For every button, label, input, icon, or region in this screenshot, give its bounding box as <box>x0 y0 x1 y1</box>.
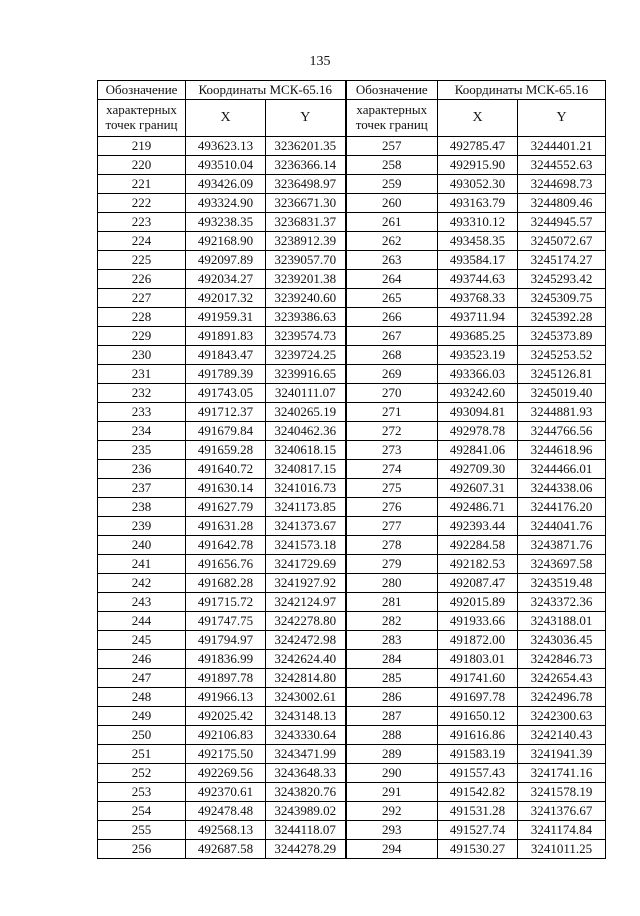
x-value-right: 493458.35 <box>438 232 518 251</box>
x-value-left: 491659.28 <box>186 441 266 460</box>
table-row <box>98 802 606 821</box>
table-row <box>98 555 606 574</box>
point-id-right: 293 <box>346 821 438 840</box>
x-value-left: 491682.28 <box>186 574 266 593</box>
point-id-right: 272 <box>346 422 438 441</box>
x-value-right: 491650.12 <box>438 707 518 726</box>
x-value-right: 492015.89 <box>438 593 518 612</box>
x-value-left: 492478.48 <box>186 802 266 821</box>
table-row <box>98 251 606 270</box>
x-value-right: 492709.30 <box>438 460 518 479</box>
point-id-right: 281 <box>346 593 438 612</box>
point-id-right: 279 <box>346 555 438 574</box>
x-header-left: X <box>186 100 266 137</box>
point-id-right: 276 <box>346 498 438 517</box>
point-id-left: 227 <box>98 289 186 308</box>
y-value-right: 3242300.63 <box>518 707 606 726</box>
x-value-left: 491747.75 <box>186 612 266 631</box>
point-id-left: 253 <box>98 783 186 802</box>
y-value-left: 3236201.35 <box>266 137 346 156</box>
designation-line-2: характерных <box>356 102 428 117</box>
y-value-left: 3238912.39 <box>266 232 346 251</box>
point-id-left: 244 <box>98 612 186 631</box>
y-value-right: 3241376.67 <box>518 802 606 821</box>
x-value-left: 493426.09 <box>186 175 266 194</box>
y-value-left: 3241016.73 <box>266 479 346 498</box>
x-value-left: 491631.28 <box>186 517 266 536</box>
point-id-right: 289 <box>346 745 438 764</box>
y-value-right: 3243372.36 <box>518 593 606 612</box>
y-value-right: 3244552.63 <box>518 156 606 175</box>
x-value-right: 491557.43 <box>438 764 518 783</box>
y-value-left: 3244278.29 <box>266 840 346 859</box>
y-value-right: 3244338.06 <box>518 479 606 498</box>
y-value-right: 3244945.57 <box>518 213 606 232</box>
x-value-right: 493711.94 <box>438 308 518 327</box>
x-value-left: 491843.47 <box>186 346 266 365</box>
y-value-left: 3243820.76 <box>266 783 346 802</box>
y-value-right: 3244466.01 <box>518 460 606 479</box>
x-value-left: 492097.89 <box>186 251 266 270</box>
point-id-left: 246 <box>98 650 186 669</box>
point-id-left: 238 <box>98 498 186 517</box>
y-value-left: 3243148.13 <box>266 707 346 726</box>
point-id-right: 263 <box>346 251 438 270</box>
x-value-left: 492106.83 <box>186 726 266 745</box>
table-row <box>98 726 606 745</box>
point-id-right: 265 <box>346 289 438 308</box>
x-value-left: 491627.79 <box>186 498 266 517</box>
point-id-right: 275 <box>346 479 438 498</box>
point-id-left: 237 <box>98 479 186 498</box>
x-value-left: 491656.76 <box>186 555 266 574</box>
y-value-right: 3242846.73 <box>518 650 606 669</box>
y-value-left: 3240462.36 <box>266 422 346 441</box>
page-number: 135 <box>309 54 331 69</box>
x-value-left: 491679.84 <box>186 422 266 441</box>
y-value-right: 3243871.76 <box>518 536 606 555</box>
y-value-right: 3244698.73 <box>518 175 606 194</box>
point-id-right: 258 <box>346 156 438 175</box>
point-id-left: 241 <box>98 555 186 574</box>
point-id-right: 262 <box>346 232 438 251</box>
table-row <box>98 688 606 707</box>
table-row <box>98 422 606 441</box>
table-row <box>98 460 606 479</box>
table-row <box>98 308 606 327</box>
x-value-left: 491630.14 <box>186 479 266 498</box>
y-value-left: 3241729.69 <box>266 555 346 574</box>
table-row <box>98 631 606 650</box>
y-value-left: 3239574.73 <box>266 327 346 346</box>
x-value-left: 493324.90 <box>186 194 266 213</box>
y-value-right: 3245392.28 <box>518 308 606 327</box>
y-value-right: 3245373.89 <box>518 327 606 346</box>
x-value-left: 491966.13 <box>186 688 266 707</box>
point-id-left: 256 <box>98 840 186 859</box>
y-value-left: 3241373.67 <box>266 517 346 536</box>
point-id-left: 247 <box>98 669 186 688</box>
table-row <box>98 289 606 308</box>
table-row <box>98 650 606 669</box>
y-value-left: 3242624.40 <box>266 650 346 669</box>
point-id-left: 243 <box>98 593 186 612</box>
y-value-right: 3245126.81 <box>518 365 606 384</box>
x-value-right: 491803.01 <box>438 650 518 669</box>
x-value-left: 492687.58 <box>186 840 266 859</box>
x-value-left: 492168.90 <box>186 232 266 251</box>
point-id-left: 230 <box>98 346 186 365</box>
coords-title-left: Координаты МСК-65.16 <box>186 81 346 100</box>
point-id-right: 285 <box>346 669 438 688</box>
x-header-right: X <box>438 100 518 137</box>
x-value-right: 492915.90 <box>438 156 518 175</box>
y-value-left: 3242124.97 <box>266 593 346 612</box>
point-id-left: 252 <box>98 764 186 783</box>
x-value-left: 491891.83 <box>186 327 266 346</box>
x-value-right: 492785.47 <box>438 137 518 156</box>
y-value-left: 3243989.02 <box>266 802 346 821</box>
point-id-left: 232 <box>98 384 186 403</box>
designation-header-left <box>98 100 186 137</box>
x-value-left: 493623.13 <box>186 137 266 156</box>
y-value-right: 3244401.21 <box>518 137 606 156</box>
point-id-left: 228 <box>98 308 186 327</box>
x-value-right: 492978.78 <box>438 422 518 441</box>
table-row <box>98 840 606 859</box>
y-value-left: 3239916.65 <box>266 365 346 384</box>
y-value-right: 3243036.45 <box>518 631 606 650</box>
x-value-right: 491616.86 <box>438 726 518 745</box>
y-value-left: 3236831.37 <box>266 213 346 232</box>
y-value-left: 3241173.85 <box>266 498 346 517</box>
x-value-left: 491789.39 <box>186 365 266 384</box>
table-row <box>98 346 606 365</box>
point-id-left: 221 <box>98 175 186 194</box>
table-row <box>98 213 606 232</box>
y-value-right: 3245019.40 <box>518 384 606 403</box>
y-value-left: 3240618.15 <box>266 441 346 460</box>
table-row <box>98 821 606 840</box>
y-value-right: 3241741.16 <box>518 764 606 783</box>
designation-line-3: точек границ <box>105 117 178 132</box>
y-value-right: 3241174.84 <box>518 821 606 840</box>
point-id-right: 259 <box>346 175 438 194</box>
point-id-left: 229 <box>98 327 186 346</box>
point-id-right: 294 <box>346 840 438 859</box>
x-value-left: 492269.56 <box>186 764 266 783</box>
point-id-right: 278 <box>346 536 438 555</box>
point-id-right: 287 <box>346 707 438 726</box>
table-row <box>98 479 606 498</box>
x-value-left: 492370.61 <box>186 783 266 802</box>
y-value-right: 3242654.43 <box>518 669 606 688</box>
x-value-right: 491697.78 <box>438 688 518 707</box>
table-row <box>98 384 606 403</box>
x-value-right: 491530.27 <box>438 840 518 859</box>
point-id-right: 264 <box>346 270 438 289</box>
x-value-left: 492175.50 <box>186 745 266 764</box>
point-id-left: 251 <box>98 745 186 764</box>
point-id-left: 231 <box>98 365 186 384</box>
y-value-left: 3241927.92 <box>266 574 346 593</box>
point-id-right: 283 <box>346 631 438 650</box>
x-value-left: 493238.35 <box>186 213 266 232</box>
y-value-right: 3244766.56 <box>518 422 606 441</box>
table-row <box>98 707 606 726</box>
x-value-right: 491741.60 <box>438 669 518 688</box>
point-id-left: 226 <box>98 270 186 289</box>
x-value-right: 493584.17 <box>438 251 518 270</box>
point-id-right: 292 <box>346 802 438 821</box>
x-value-left: 491743.05 <box>186 384 266 403</box>
y-header-left: Y <box>266 100 346 137</box>
y-value-left: 3242472.98 <box>266 631 346 650</box>
point-id-left: 250 <box>98 726 186 745</box>
point-id-right: 267 <box>346 327 438 346</box>
y-value-left: 3239240.60 <box>266 289 346 308</box>
point-id-left: 254 <box>98 802 186 821</box>
x-value-right: 491583.19 <box>438 745 518 764</box>
designation-line-3: точек границ <box>355 117 428 132</box>
y-value-left: 3243002.61 <box>266 688 346 707</box>
table-row <box>98 441 606 460</box>
point-id-right: 261 <box>346 213 438 232</box>
table-row <box>98 365 606 384</box>
x-value-right: 492841.06 <box>438 441 518 460</box>
y-value-left: 3239386.63 <box>266 308 346 327</box>
y-value-left: 3236671.30 <box>266 194 346 213</box>
x-value-left: 491640.72 <box>186 460 266 479</box>
y-value-right: 3245293.42 <box>518 270 606 289</box>
point-id-left: 239 <box>98 517 186 536</box>
designation-line-2: характерных <box>106 102 177 117</box>
y-value-left: 3243648.33 <box>266 764 346 783</box>
x-value-left: 491836.99 <box>186 650 266 669</box>
x-value-right: 493094.81 <box>438 403 518 422</box>
point-id-left: 255 <box>98 821 186 840</box>
x-value-right: 493242.60 <box>438 384 518 403</box>
point-id-left: 222 <box>98 194 186 213</box>
point-id-right: 280 <box>346 574 438 593</box>
y-value-left: 3240265.19 <box>266 403 346 422</box>
y-value-left: 3243330.64 <box>266 726 346 745</box>
x-value-right: 493768.33 <box>438 289 518 308</box>
table-row <box>98 536 606 555</box>
designation-header-top-right: Обозначение <box>346 81 438 100</box>
designation-header-top: Обозначение <box>98 81 186 100</box>
x-value-right: 492607.31 <box>438 479 518 498</box>
x-value-right: 493685.25 <box>438 327 518 346</box>
point-id-left: 220 <box>98 156 186 175</box>
y-value-right: 3245174.27 <box>518 251 606 270</box>
y-value-left: 3240111.07 <box>266 384 346 403</box>
y-value-left: 3242814.80 <box>266 669 346 688</box>
point-id-right: 284 <box>346 650 438 669</box>
y-value-right: 3242496.78 <box>518 688 606 707</box>
x-value-right: 492182.53 <box>438 555 518 574</box>
point-id-right: 257 <box>346 137 438 156</box>
table-row <box>98 156 606 175</box>
table-row <box>98 270 606 289</box>
coordinates-table <box>97 80 606 859</box>
x-value-left: 492025.42 <box>186 707 266 726</box>
y-value-right: 3245253.52 <box>518 346 606 365</box>
y-value-right: 3241941.39 <box>518 745 606 764</box>
point-id-left: 235 <box>98 441 186 460</box>
x-value-right: 493310.12 <box>438 213 518 232</box>
x-value-left: 492568.13 <box>186 821 266 840</box>
point-id-left: 248 <box>98 688 186 707</box>
point-id-right: 268 <box>346 346 438 365</box>
y-value-left: 3240817.15 <box>266 460 346 479</box>
point-id-right: 288 <box>346 726 438 745</box>
point-id-right: 273 <box>346 441 438 460</box>
point-id-left: 236 <box>98 460 186 479</box>
x-value-right: 493163.79 <box>438 194 518 213</box>
x-value-right: 491542.82 <box>438 783 518 802</box>
point-id-right: 270 <box>346 384 438 403</box>
point-id-right: 274 <box>346 460 438 479</box>
y-value-left: 3242278.80 <box>266 612 346 631</box>
point-id-right: 266 <box>346 308 438 327</box>
y-value-left: 3239057.70 <box>266 251 346 270</box>
y-value-left: 3243471.99 <box>266 745 346 764</box>
point-id-left: 245 <box>98 631 186 650</box>
table-row <box>98 403 606 422</box>
x-value-right: 492486.71 <box>438 498 518 517</box>
y-value-left: 3241573.18 <box>266 536 346 555</box>
x-value-left: 491642.78 <box>186 536 266 555</box>
table-row <box>98 327 606 346</box>
y-value-left: 3236498.97 <box>266 175 346 194</box>
y-value-right: 3243697.58 <box>518 555 606 574</box>
table-row <box>98 194 606 213</box>
coords-title-right: Координаты МСК-65.16 <box>438 81 606 100</box>
x-value-right: 492284.58 <box>438 536 518 555</box>
x-value-left: 491959.31 <box>186 308 266 327</box>
table-row <box>98 574 606 593</box>
x-value-left: 493510.04 <box>186 156 266 175</box>
y-header-right: Y <box>518 100 606 137</box>
point-id-left: 234 <box>98 422 186 441</box>
point-id-right: 282 <box>346 612 438 631</box>
point-id-right: 290 <box>346 764 438 783</box>
x-value-right: 492087.47 <box>438 574 518 593</box>
y-value-right: 3244176.20 <box>518 498 606 517</box>
x-value-right: 493052.30 <box>438 175 518 194</box>
x-value-right: 491872.00 <box>438 631 518 650</box>
point-id-right: 260 <box>346 194 438 213</box>
y-value-left: 3239724.25 <box>266 346 346 365</box>
y-value-right: 3245309.75 <box>518 289 606 308</box>
point-id-right: 291 <box>346 783 438 802</box>
y-value-right: 3241578.19 <box>518 783 606 802</box>
x-value-left: 491715.72 <box>186 593 266 612</box>
table-row <box>98 612 606 631</box>
table-row <box>98 517 606 536</box>
y-value-right: 3245072.67 <box>518 232 606 251</box>
point-id-right: 271 <box>346 403 438 422</box>
point-id-left: 219 <box>98 137 186 156</box>
point-id-left: 242 <box>98 574 186 593</box>
point-id-right: 286 <box>346 688 438 707</box>
y-value-right: 3242140.43 <box>518 726 606 745</box>
x-value-right: 491933.66 <box>438 612 518 631</box>
y-value-left: 3244118.07 <box>266 821 346 840</box>
point-id-left: 249 <box>98 707 186 726</box>
y-value-right: 3244618.96 <box>518 441 606 460</box>
y-value-right: 3244041.76 <box>518 517 606 536</box>
x-value-right: 492393.44 <box>438 517 518 536</box>
table-body <box>98 137 606 859</box>
x-value-right: 493744.63 <box>438 270 518 289</box>
point-id-left: 223 <box>98 213 186 232</box>
point-id-right: 269 <box>346 365 438 384</box>
point-id-left: 233 <box>98 403 186 422</box>
point-id-right: 277 <box>346 517 438 536</box>
table-row <box>98 175 606 194</box>
y-value-right: 3243519.48 <box>518 574 606 593</box>
y-value-right: 3244809.46 <box>518 194 606 213</box>
y-value-left: 3236366.14 <box>266 156 346 175</box>
point-id-left: 240 <box>98 536 186 555</box>
x-value-right: 493523.19 <box>438 346 518 365</box>
x-value-left: 491897.78 <box>186 669 266 688</box>
x-value-right: 491531.28 <box>438 802 518 821</box>
table-row <box>98 137 606 156</box>
y-value-right: 3243188.01 <box>518 612 606 631</box>
table-row <box>98 593 606 612</box>
x-value-left: 492034.27 <box>186 270 266 289</box>
x-value-right: 491527.74 <box>438 821 518 840</box>
y-value-left: 3239201.38 <box>266 270 346 289</box>
table-row <box>98 669 606 688</box>
designation-header-right <box>346 100 438 137</box>
point-id-left: 225 <box>98 251 186 270</box>
x-value-right: 493366.03 <box>438 365 518 384</box>
table-row <box>98 745 606 764</box>
table-row <box>98 232 606 251</box>
y-value-right: 3241011.25 <box>518 840 606 859</box>
table-row <box>98 783 606 802</box>
x-value-left: 491794.97 <box>186 631 266 650</box>
point-id-left: 224 <box>98 232 186 251</box>
x-value-left: 491712.37 <box>186 403 266 422</box>
x-value-left: 492017.32 <box>186 289 266 308</box>
table-row <box>98 764 606 783</box>
y-value-right: 3244881.93 <box>518 403 606 422</box>
table-row <box>98 498 606 517</box>
